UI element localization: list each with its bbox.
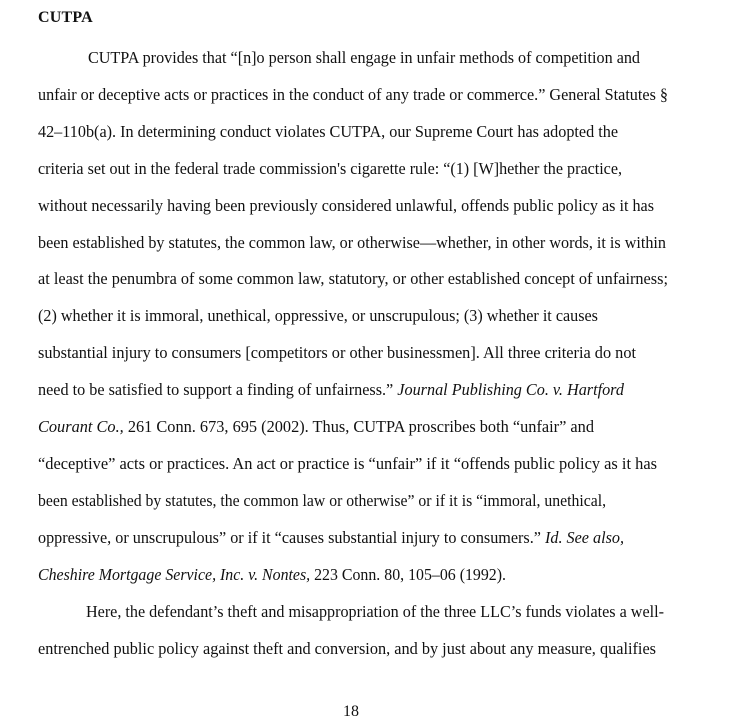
text-line — [88, 48, 640, 68]
text-run: oppressive, or unscrupulous” or if it “causes substantial injury to consumers.” — [38, 528, 545, 547]
text-line — [38, 343, 636, 363]
text-run: “deceptive” acts or practices. An act or practice is “unfair” if it “offends public policy as it has — [38, 454, 657, 473]
italic-citation: Cheshire Mortgage Service, Inc. v. Nontes, — [38, 565, 311, 584]
text-run: 261 Conn. 673, 695 (2002). Thus, CUTPA proscribes both “unfair” and — [123, 417, 594, 436]
section-heading: CUTPA — [38, 9, 93, 26]
text-run: entrenched public policy against theft and conversion, and by just about any measure, qualifies — [38, 639, 657, 658]
text-run: CUTPA provides that “[n]o person shall engage in unfair methods of competition and — [88, 48, 641, 67]
italic-citation: Id. See also, — [544, 528, 625, 547]
text-line — [38, 85, 668, 105]
text-line — [38, 639, 656, 659]
text-line — [38, 454, 657, 474]
text-line — [86, 602, 664, 622]
text-line — [38, 306, 598, 326]
text-run: unfair or deceptive acts or practices in the conduct of any trade or commerce.” General Statutes § — [38, 85, 669, 104]
text-run: at least the penumbra of some common law, statutory, or other established concept of unfairness; — [38, 269, 668, 288]
text-line — [38, 417, 594, 437]
text-line — [38, 565, 506, 585]
text-run: (2) whether it is immoral, unethical, oppressive, or unscrupulous; (3) whether it causes — [38, 306, 598, 325]
text-run: been established by statutes, the common law, or otherwise—whether, in other words, it is within — [38, 233, 667, 252]
text-line — [38, 491, 606, 511]
text-run: Here, the defendant’s theft and misappropriation of the three LLC’s funds violates a well- — [86, 602, 664, 621]
text-line — [38, 269, 668, 289]
text-run: 223 Conn. 80, 105–06 (1992). — [310, 565, 507, 584]
text-run: criteria set out in the federal trade commission's cigarette rule: “(1) [W]hether the practice, — [38, 159, 622, 178]
italic-citation: Journal Publishing Co. v. Hartford — [397, 380, 624, 399]
text-line — [38, 380, 624, 400]
text-line — [38, 528, 624, 548]
italic-citation: Courant Co., — [38, 417, 124, 436]
text-run: substantial injury to consumers [competitors or other businessmen]. All three criteria do not — [38, 343, 637, 362]
text-line — [38, 196, 654, 216]
text-line — [38, 233, 666, 253]
text-run: need to be satisfied to support a finding of unfairness.” — [38, 380, 398, 399]
text-line — [38, 122, 618, 142]
page-number: 18 — [343, 703, 359, 720]
text-run: without necessarily having been previously considered unlawful, offends public policy as it has — [38, 196, 654, 215]
text-run: been established by statutes, the common law or otherwise” or if it is “immoral, unethical, — [38, 491, 607, 510]
text-run: 42–110b(a). In determining conduct violates CUTPA, our Supreme Court has adopted the — [38, 122, 619, 141]
text-line — [38, 159, 622, 179]
